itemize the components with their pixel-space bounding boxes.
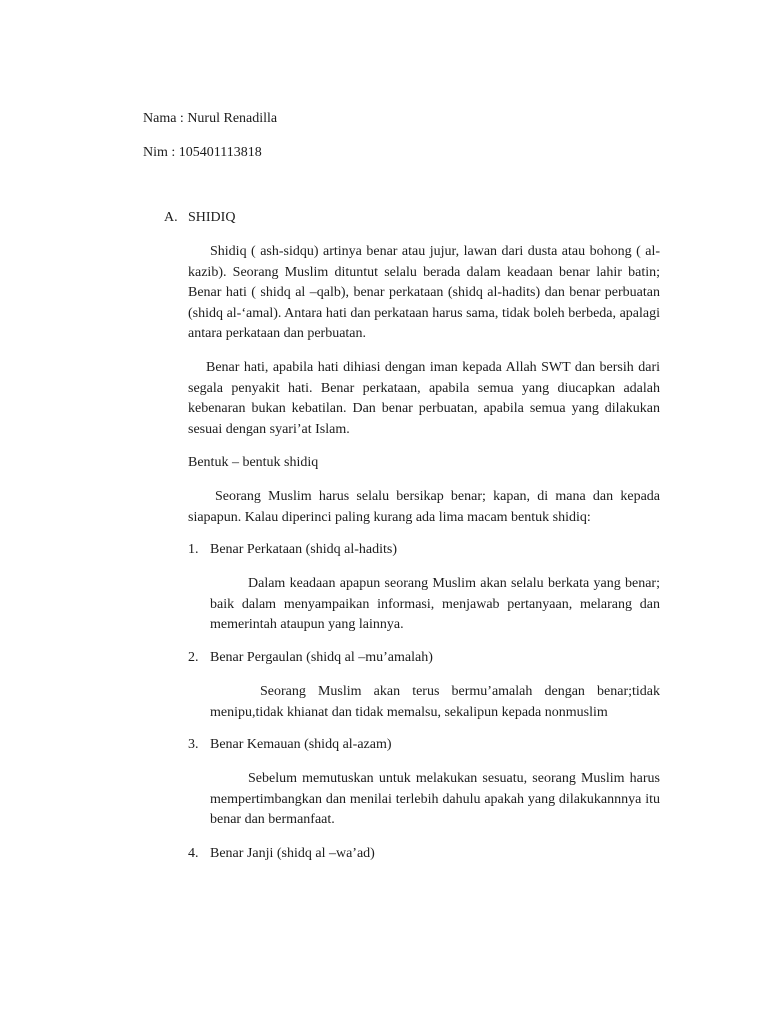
student-name: Nama : Nurul Renadilla (143, 111, 278, 126)
list-item-description: Sebelum memutuskan untuk melakukan sesuatu, seorang Muslim harus mempertimbangkan dan menilai terlebih dahulu apakah yang dilakukannnya itu benar dan bermanfaat. (210, 771, 660, 827)
paragraph-definition: Shidiq ( ash-sidqu) artinya benar atau jujur, lawan dari dusta atau bohong ( al-kazib). Seorang Muslim dituntut selalu berada dalam keadaan benar lahir batin; Benar hati ( shidq al –qalb), benar perkataan (shidq al-hadits) dan benar perbuatan (shidq al-‘amal). Antara hati dan perkataan harus sama, tidak boleh berbeda, apalagi antara perkataan dan perbuatan. (188, 244, 660, 341)
student-nim: Nim : 105401113818 (143, 145, 262, 160)
list-item-number: 4. (188, 846, 199, 861)
list-item-number: 3. (188, 737, 199, 752)
subheading-bentuk: Bentuk – bentuk shidiq (188, 455, 319, 470)
list-item-number: 1. (188, 542, 199, 557)
list-item-title: Benar Perkataan (shidq al-hadits) (210, 542, 397, 557)
list-item-title: Benar Pergaulan (shidq al –mu’amalah) (210, 650, 433, 665)
paragraph-benar-hati: Benar hati, apabila hati dihiasi dengan iman kepada Allah SWT dan bersih dari segala penyakit hati. Benar perkataan, apabila semua yang diucapkan adalah kebenaran bukan kebatilan. Dan benar perbuatan, apabila semua yang dilakukan sesuai dengan syari’at Islam. (188, 360, 660, 437)
list-item-description: Dalam keadaan apapun seorang Muslim akan selalu berkata yang benar; baik dalam menyampaikan informasi, menjawab pertanyaan, melarang dan memerintah ataupun yang lainnya. (210, 576, 660, 632)
section-marker: A. (164, 210, 178, 225)
list-item-description: Seorang Muslim akan terus bermu’amalah dengan benar;tidak menipu,tidak khianat dan tidak memalsu, sekalipun kepada nonmuslim (210, 684, 660, 720)
list-item-title: Benar Janji (shidq al –wa’ad) (210, 846, 375, 861)
paragraph-intro-list: Seorang Muslim harus selalu bersikap benar; kapan, di mana dan kepada siapapun. Kalau diperinci paling kurang ada lima macam bentuk shidiq: (188, 489, 660, 525)
list-item-number: 2. (188, 650, 199, 665)
list-item-title: Benar Kemauan (shidq al-azam) (210, 737, 392, 752)
section-title: SHIDIQ (188, 210, 236, 225)
